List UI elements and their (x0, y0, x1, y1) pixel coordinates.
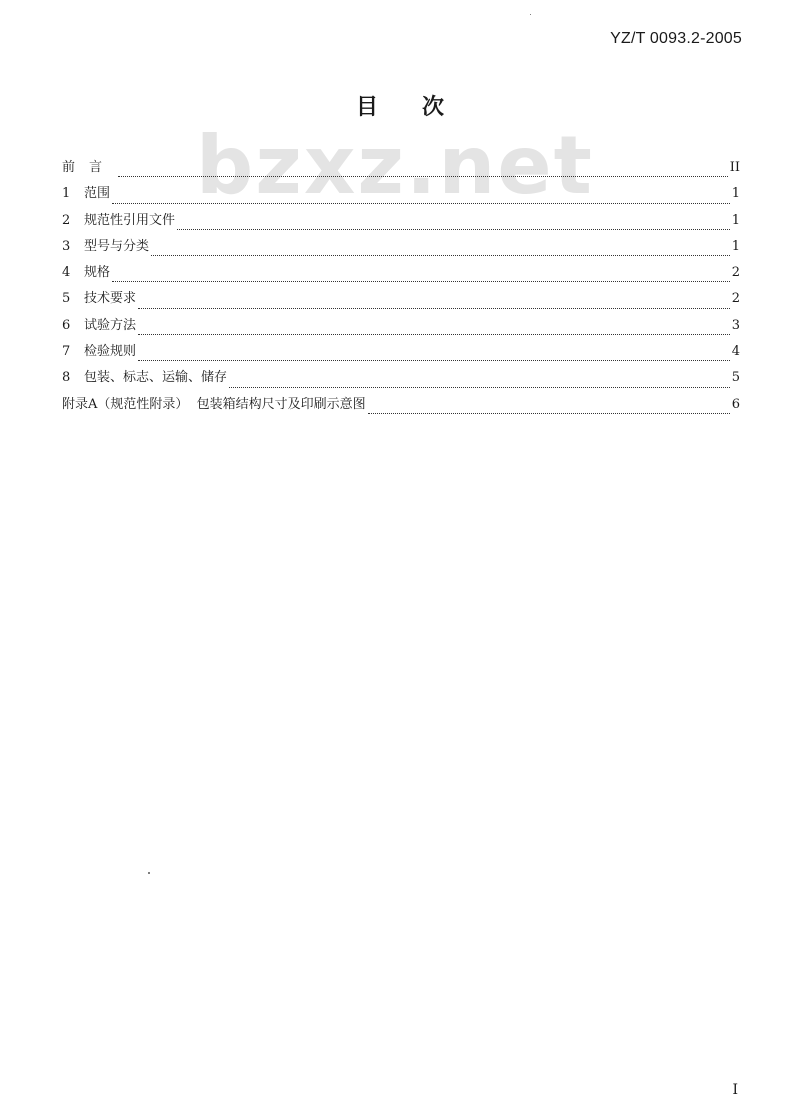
toc-entry-page: 3 (731, 317, 740, 333)
toc-entry-packaging-marking[interactable] (62, 365, 740, 391)
toc-entry-number: 8 (62, 370, 71, 386)
toc-entry-normative-references[interactable] (62, 208, 740, 234)
toc-entry-annex-a[interactable] (62, 392, 740, 418)
toc-entry-page: 1 (731, 212, 740, 228)
toc-entry-foreword[interactable] (62, 155, 740, 181)
toc-entry-title: 范围 (84, 186, 111, 202)
title-char-2: 次 (422, 95, 445, 120)
toc-entry-title: 试验方法 (84, 317, 137, 333)
toc-entry-number: 6 (62, 317, 71, 333)
toc-entry-number: 5 (62, 291, 71, 307)
watermark: bzxz.net (196, 119, 594, 212)
toc-entry-specifications[interactable] (62, 260, 740, 286)
toc-leader-dots (138, 359, 730, 361)
toc-leader-dots (151, 254, 730, 256)
toc-entry-number: 2 (62, 212, 71, 228)
title-char-1: 目 (355, 95, 378, 120)
toc-entry-title: 规格 (84, 265, 111, 281)
toc-entry-page: 2 (731, 291, 740, 307)
toc-entry-number: 4 (62, 265, 71, 281)
toc-entry-page: 1 (731, 238, 740, 254)
toc-entry-number: 1 (62, 186, 71, 202)
toc-entry-page: 1 (731, 186, 740, 202)
toc-entry-model-classification[interactable] (62, 234, 740, 260)
toc-leader-dots (138, 307, 730, 309)
toc-entry-title: 型号与分类 (84, 238, 150, 254)
toc-entry-page: 4 (731, 344, 740, 360)
toc-entry-title: 附录A（规范性附录） 包装箱结构尺寸及印刷示意图 (62, 396, 366, 412)
toc-entry-page: 5 (731, 370, 740, 386)
toc-entry-page: II (729, 160, 740, 175)
toc-leader-dots (229, 386, 730, 388)
toc-leader-dots (112, 280, 730, 282)
toc-entry-number: 3 (62, 238, 71, 254)
toc-entry-title: 包装、标志、运输、储存 (84, 370, 228, 386)
toc-entry-inspection-rules[interactable] (62, 339, 740, 365)
toc-entry-title: 规范性引用文件 (84, 212, 176, 228)
page-title (0, 90, 800, 121)
toc-entry-test-methods[interactable] (62, 313, 740, 339)
toc-entry-title: 前言 (62, 160, 117, 175)
table-of-contents (62, 155, 740, 418)
toc-entry-number: 7 (62, 344, 71, 360)
toc-entry-page: 2 (731, 265, 740, 281)
standard-code: YZ/T 0093.2-2005 (610, 30, 742, 47)
page-number: I (732, 1082, 738, 1098)
toc-leader-dots (112, 202, 730, 204)
scan-speck (530, 14, 531, 15)
toc-entry-technical-requirements[interactable] (62, 286, 740, 312)
toc-entry-scope[interactable] (62, 181, 740, 207)
toc-entry-title: 检验规则 (84, 344, 137, 360)
toc-leader-dots (368, 412, 730, 414)
toc-leader-dots (138, 333, 730, 335)
toc-leader-dots (177, 228, 730, 230)
toc-entry-title: 技术要求 (84, 291, 137, 307)
toc-leader-dots (118, 175, 728, 177)
toc-entry-page: 6 (731, 396, 740, 412)
scan-speck (148, 872, 150, 874)
